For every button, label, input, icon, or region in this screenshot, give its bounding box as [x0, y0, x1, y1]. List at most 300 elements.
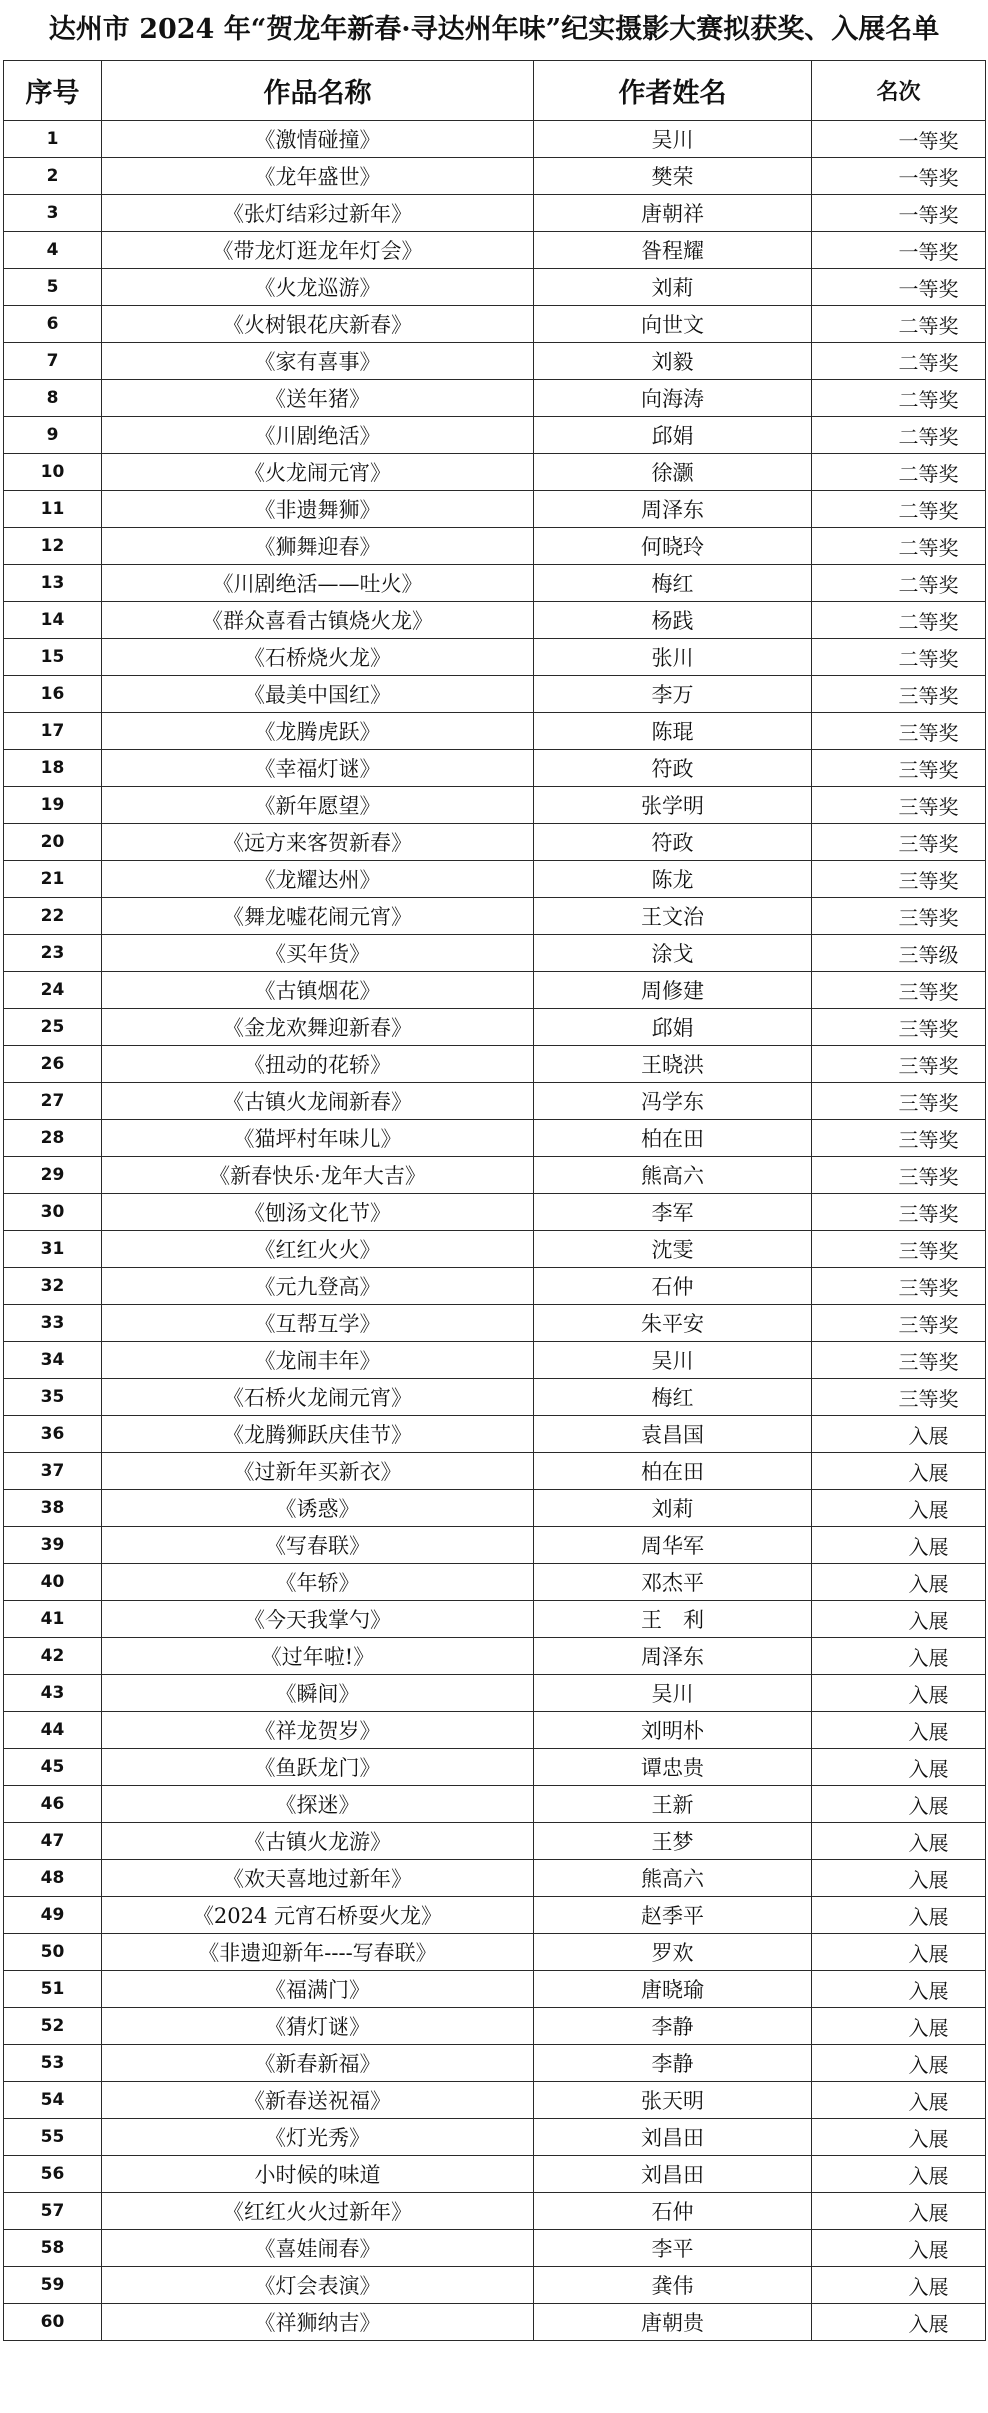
award-cell: 三等奖: [812, 1231, 986, 1268]
award-cell: 三等奖: [812, 1120, 986, 1157]
table-row: [4, 1897, 986, 1934]
work-title-cell: 《互帮互学》: [102, 1305, 534, 1342]
award-cell: 三等奖: [812, 787, 986, 824]
author-cell: 熊高六: [534, 1860, 812, 1897]
row-number-cell: 24: [4, 972, 102, 1009]
document-title: 达州市 2024 年“贺龙年新春·寻达州年味”纪实摄影大赛拟获奖、入展名单: [48, 14, 940, 45]
table-row: [4, 1860, 986, 1897]
author-cell: 周华军: [534, 1527, 812, 1564]
work-title-cell: 《张灯结彩过新年》: [102, 195, 534, 232]
table-row: [4, 1342, 986, 1379]
award-cell: 入展: [812, 1490, 986, 1527]
award-cell: 入展: [812, 1971, 986, 2008]
table-row: [4, 2230, 986, 2267]
award-cell: 入展: [812, 2193, 986, 2230]
author-cell: 刘莉: [534, 269, 812, 306]
row-number-cell: 1: [4, 121, 102, 158]
table-row: [4, 639, 986, 676]
table-row: [4, 1379, 986, 1416]
table-row: [4, 676, 986, 713]
table-row: [4, 2119, 986, 2156]
row-number-cell: 53: [4, 2045, 102, 2082]
table-row: [4, 121, 986, 158]
row-number-cell: 7: [4, 343, 102, 380]
row-number-cell: 12: [4, 528, 102, 565]
work-title-cell: 《写春联》: [102, 1527, 534, 1564]
author-cell: 李静: [534, 2008, 812, 2045]
award-cell: 三等奖: [812, 750, 986, 787]
row-number-cell: 20: [4, 824, 102, 861]
work-title-cell: 《古镇火龙闹新春》: [102, 1083, 534, 1120]
award-cell: 三等奖: [812, 1083, 986, 1120]
author-cell: 张学明: [534, 787, 812, 824]
award-cell: 三等奖: [812, 1379, 986, 1416]
row-number-cell: 4: [4, 232, 102, 269]
table-row: [4, 2045, 986, 2082]
work-title-cell: 《龙耀达州》: [102, 861, 534, 898]
row-number-cell: 28: [4, 1120, 102, 1157]
author-cell: 谭忠贵: [534, 1749, 812, 1786]
row-number-cell: 38: [4, 1490, 102, 1527]
row-number-cell: 43: [4, 1675, 102, 1712]
table-row: [4, 306, 986, 343]
award-cell: 一等奖: [812, 158, 986, 195]
work-title-cell: 《过年啦!》: [102, 1638, 534, 1675]
table-row: [4, 824, 986, 861]
work-title-cell: 《狮舞迎春》: [102, 528, 534, 565]
row-number-cell: 39: [4, 1527, 102, 1564]
author-cell: 李军: [534, 1194, 812, 1231]
row-number-cell: 11: [4, 491, 102, 528]
table-row: [4, 1675, 986, 1712]
work-title-cell: 《今天我掌勺》: [102, 1601, 534, 1638]
award-cell: 入展: [812, 1416, 986, 1453]
row-number-cell: 17: [4, 713, 102, 750]
table-row: [4, 158, 986, 195]
work-title-cell: 《新春新福》: [102, 2045, 534, 2082]
author-cell: 刘明朴: [534, 1712, 812, 1749]
author-cell: 赵季平: [534, 1897, 812, 1934]
author-cell: 柏在田: [534, 1453, 812, 1490]
table-row: [4, 1971, 986, 2008]
work-title-cell: 《新春快乐·龙年大吉》: [102, 1157, 534, 1194]
work-title-cell: 《新春送祝福》: [102, 2082, 534, 2119]
work-title-cell: 小时候的味道: [102, 2156, 534, 2193]
author-cell: 梅红: [534, 1379, 812, 1416]
author-cell: 袁昌国: [534, 1416, 812, 1453]
table-row: [4, 898, 986, 935]
row-number-cell: 44: [4, 1712, 102, 1749]
table-row: [4, 565, 986, 602]
work-title-cell: 《福满门》: [102, 1971, 534, 2008]
row-number-cell: 13: [4, 565, 102, 602]
table-row: [4, 787, 986, 824]
author-cell: 冯学东: [534, 1083, 812, 1120]
work-title-cell: 《扭动的花轿》: [102, 1046, 534, 1083]
work-title-cell: 《刨汤文化节》: [102, 1194, 534, 1231]
work-title-cell: 《火龙巡游》: [102, 269, 534, 306]
author-cell: 石仲: [534, 2193, 812, 2230]
table-row: [4, 454, 986, 491]
table-row: [4, 2008, 986, 2045]
work-title-cell: 《远方来客贺新春》: [102, 824, 534, 861]
award-cell: 二等奖: [812, 528, 986, 565]
award-cell: 三等级: [812, 935, 986, 972]
row-number-cell: 57: [4, 2193, 102, 2230]
author-cell: 陈琨: [534, 713, 812, 750]
award-cell: 入展: [812, 1638, 986, 1675]
row-number-cell: 34: [4, 1342, 102, 1379]
award-cell: 二等奖: [812, 417, 986, 454]
award-cell: 入展: [812, 1897, 986, 1934]
row-number-cell: 48: [4, 1860, 102, 1897]
work-title-cell: 《猫坪村年味儿》: [102, 1120, 534, 1157]
author-cell: 涂戈: [534, 935, 812, 972]
table-row: [4, 343, 986, 380]
author-cell: 梅红: [534, 565, 812, 602]
award-cell: 入展: [812, 2045, 986, 2082]
row-number-cell: 29: [4, 1157, 102, 1194]
table-row: [4, 2193, 986, 2230]
table-row: [4, 380, 986, 417]
award-cell: 入展: [812, 2230, 986, 2267]
author-cell: 唐朝祥: [534, 195, 812, 232]
column-header-number: 序号: [4, 61, 102, 121]
award-cell: 入展: [812, 2119, 986, 2156]
row-number-cell: 54: [4, 2082, 102, 2119]
table-row: [4, 195, 986, 232]
award-cell: 三等奖: [812, 1009, 986, 1046]
author-cell: 符政: [534, 824, 812, 861]
author-cell: 邱娟: [534, 417, 812, 454]
table-row: [4, 750, 986, 787]
row-number-cell: 58: [4, 2230, 102, 2267]
work-title-cell: 《灯会表演》: [102, 2267, 534, 2304]
row-number-cell: 40: [4, 1564, 102, 1601]
work-title-cell: 《金龙欢舞迎新春》: [102, 1009, 534, 1046]
row-number-cell: 59: [4, 2267, 102, 2304]
row-number-cell: 14: [4, 602, 102, 639]
award-cell: 入展: [812, 1860, 986, 1897]
row-number-cell: 19: [4, 787, 102, 824]
work-title-cell: 《川剧绝活——吐火》: [102, 565, 534, 602]
work-title-cell: 《猜灯谜》: [102, 2008, 534, 2045]
award-cell: 入展: [812, 1564, 986, 1601]
table-row: [4, 1786, 986, 1823]
work-title-cell: 《火龙闹元宵》: [102, 454, 534, 491]
table-row: [4, 528, 986, 565]
author-cell: 石仲: [534, 1268, 812, 1305]
row-number-cell: 2: [4, 158, 102, 195]
work-title-cell: 《火树银花庆新春》: [102, 306, 534, 343]
table-row: [4, 2267, 986, 2304]
row-number-cell: 45: [4, 1749, 102, 1786]
row-number-cell: 55: [4, 2119, 102, 2156]
table-row: [4, 1046, 986, 1083]
table-row: [4, 1749, 986, 1786]
award-cell: 二等奖: [812, 306, 986, 343]
award-cell: 入展: [812, 1786, 986, 1823]
work-title-cell: 《龙腾狮跃庆佳节》: [102, 1416, 534, 1453]
author-cell: 周修建: [534, 972, 812, 1009]
row-number-cell: 50: [4, 1934, 102, 1971]
row-number-cell: 42: [4, 1638, 102, 1675]
table-row: [4, 1453, 986, 1490]
row-number-cell: 46: [4, 1786, 102, 1823]
award-cell: 入展: [812, 1749, 986, 1786]
work-title-cell: 《龙年盛世》: [102, 158, 534, 195]
author-cell: 罗欢: [534, 1934, 812, 1971]
author-cell: 周泽东: [534, 1638, 812, 1675]
author-cell: 沈雯: [534, 1231, 812, 1268]
column-header-author: 作者姓名: [534, 61, 812, 121]
work-title-cell: 《家有喜事》: [102, 343, 534, 380]
table-row: [4, 1712, 986, 1749]
row-number-cell: 9: [4, 417, 102, 454]
table-row: [4, 1638, 986, 1675]
author-cell: 符政: [534, 750, 812, 787]
work-title-cell: 《带龙灯逛龙年灯会》: [102, 232, 534, 269]
award-cell: 入展: [812, 2267, 986, 2304]
award-cell: 三等奖: [812, 898, 986, 935]
work-title-cell: 《过新年买新衣》: [102, 1453, 534, 1490]
author-cell: 刘昌田: [534, 2119, 812, 2156]
author-cell: 向世文: [534, 306, 812, 343]
award-cell: 三等奖: [812, 1305, 986, 1342]
author-cell: 陈龙: [534, 861, 812, 898]
table-row: [4, 1120, 986, 1157]
award-cell: 入展: [812, 2304, 986, 2341]
author-cell: 朱平安: [534, 1305, 812, 1342]
work-title-cell: 《灯光秀》: [102, 2119, 534, 2156]
award-cell: 一等奖: [812, 121, 986, 158]
author-cell: 李万: [534, 676, 812, 713]
work-title-cell: 《祥龙贺岁》: [102, 1712, 534, 1749]
award-cell: 三等奖: [812, 1157, 986, 1194]
author-cell: 邱娟: [534, 1009, 812, 1046]
work-title-cell: 《川剧绝活》: [102, 417, 534, 454]
row-number-cell: 26: [4, 1046, 102, 1083]
table-row: [4, 1194, 986, 1231]
work-title-cell: 《古镇烟花》: [102, 972, 534, 1009]
table-row: [4, 232, 986, 269]
row-number-cell: 22: [4, 898, 102, 935]
award-cell: 入展: [812, 2156, 986, 2193]
author-cell: 王 利: [534, 1601, 812, 1638]
work-title-cell: 《龙腾虎跃》: [102, 713, 534, 750]
award-cell: 二等奖: [812, 639, 986, 676]
work-title-cell: 《探迷》: [102, 1786, 534, 1823]
row-number-cell: 30: [4, 1194, 102, 1231]
work-title-cell: 《红红火火》: [102, 1231, 534, 1268]
table-row: [4, 1083, 986, 1120]
work-title-cell: 《幸福灯谜》: [102, 750, 534, 787]
author-cell: 唐晓瑜: [534, 1971, 812, 2008]
row-number-cell: 18: [4, 750, 102, 787]
award-cell: 三等奖: [812, 824, 986, 861]
row-number-cell: 36: [4, 1416, 102, 1453]
award-cell: 入展: [812, 1823, 986, 1860]
award-cell: 二等奖: [812, 380, 986, 417]
table-body: [4, 121, 986, 2341]
author-cell: 昝程耀: [534, 232, 812, 269]
author-cell: 吴川: [534, 121, 812, 158]
column-header-award: 名次: [812, 61, 986, 121]
award-cell: 入展: [812, 1453, 986, 1490]
table-row: [4, 713, 986, 750]
award-cell: 三等奖: [812, 1268, 986, 1305]
work-title-cell: 《年轿》: [102, 1564, 534, 1601]
row-number-cell: 23: [4, 935, 102, 972]
row-number-cell: 32: [4, 1268, 102, 1305]
author-cell: 周泽东: [534, 491, 812, 528]
award-cell: 三等奖: [812, 713, 986, 750]
work-title-cell: 《群众喜看古镇烧火龙》: [102, 602, 534, 639]
table-row: [4, 1490, 986, 1527]
work-title-cell: 《欢天喜地过新年》: [102, 1860, 534, 1897]
author-cell: 徐灏: [534, 454, 812, 491]
award-cell: 三等奖: [812, 1342, 986, 1379]
work-title-cell: 《激情碰撞》: [102, 121, 534, 158]
award-list-table: [3, 60, 986, 2341]
table-row: [4, 1823, 986, 1860]
row-number-cell: 10: [4, 454, 102, 491]
work-title-cell: 《舞龙嘘花闹元宵》: [102, 898, 534, 935]
work-title-cell: 《非遗迎新年----写春联》: [102, 1934, 534, 1971]
author-cell: 吴川: [534, 1675, 812, 1712]
author-cell: 柏在田: [534, 1120, 812, 1157]
work-title-cell: 《买年货》: [102, 935, 534, 972]
table-row: [4, 1157, 986, 1194]
award-cell: 三等奖: [812, 1194, 986, 1231]
author-cell: 樊荣: [534, 158, 812, 195]
award-cell: 一等奖: [812, 232, 986, 269]
award-cell: 二等奖: [812, 565, 986, 602]
row-number-cell: 37: [4, 1453, 102, 1490]
row-number-cell: 31: [4, 1231, 102, 1268]
author-cell: 何晓玲: [534, 528, 812, 565]
author-cell: 王晓洪: [534, 1046, 812, 1083]
author-cell: 杨践: [534, 602, 812, 639]
award-cell: 三等奖: [812, 861, 986, 898]
row-number-cell: 52: [4, 2008, 102, 2045]
row-number-cell: 60: [4, 2304, 102, 2341]
award-cell: 入展: [812, 1601, 986, 1638]
award-cell: 二等奖: [812, 454, 986, 491]
work-title-cell: 《元九登高》: [102, 1268, 534, 1305]
table-row: [4, 2082, 986, 2119]
work-title-cell: 《古镇火龙游》: [102, 1823, 534, 1860]
row-number-cell: 51: [4, 1971, 102, 2008]
table-row: [4, 1009, 986, 1046]
award-cell: 三等奖: [812, 676, 986, 713]
row-number-cell: 3: [4, 195, 102, 232]
author-cell: 龚伟: [534, 2267, 812, 2304]
author-cell: 唐朝贵: [534, 2304, 812, 2341]
award-cell: 入展: [812, 2008, 986, 2045]
table-row: [4, 2304, 986, 2341]
table-row: [4, 1416, 986, 1453]
author-cell: 王文治: [534, 898, 812, 935]
table-row: [4, 602, 986, 639]
row-number-cell: 25: [4, 1009, 102, 1046]
award-cell: 入展: [812, 1675, 986, 1712]
table-row: [4, 417, 986, 454]
row-number-cell: 47: [4, 1823, 102, 1860]
work-title-cell: 《非遗舞狮》: [102, 491, 534, 528]
work-title-cell: 《新年愿望》: [102, 787, 534, 824]
author-cell: 邓杰平: [534, 1564, 812, 1601]
row-number-cell: 33: [4, 1305, 102, 1342]
table-row: [4, 861, 986, 898]
table-row: [4, 1601, 986, 1638]
row-number-cell: 56: [4, 2156, 102, 2193]
author-cell: 王梦: [534, 1823, 812, 1860]
work-title-cell: 《送年猪》: [102, 380, 534, 417]
table-row: [4, 1934, 986, 1971]
award-cell: 入展: [812, 2082, 986, 2119]
author-cell: 向海涛: [534, 380, 812, 417]
table-row: [4, 972, 986, 1009]
award-cell: 三等奖: [812, 972, 986, 1009]
table-row: [4, 2156, 986, 2193]
award-cell: 二等奖: [812, 343, 986, 380]
table-header-row: [4, 61, 986, 121]
table-row: [4, 1231, 986, 1268]
work-title-cell: 《鱼跃龙门》: [102, 1749, 534, 1786]
work-title-cell: 《最美中国红》: [102, 676, 534, 713]
award-cell: 一等奖: [812, 269, 986, 306]
award-cell: 入展: [812, 1527, 986, 1564]
author-cell: 吴川: [534, 1342, 812, 1379]
work-title-cell: 《红红火火过新年》: [102, 2193, 534, 2230]
work-title-cell: 《石桥烧火龙》: [102, 639, 534, 676]
work-title-cell: 《2024 元宵石桥耍火龙》: [102, 1897, 534, 1934]
award-cell: 二等奖: [812, 491, 986, 528]
author-cell: 刘毅: [534, 343, 812, 380]
author-cell: 李静: [534, 2045, 812, 2082]
row-number-cell: 27: [4, 1083, 102, 1120]
author-cell: 刘莉: [534, 1490, 812, 1527]
table-row: [4, 935, 986, 972]
row-number-cell: 6: [4, 306, 102, 343]
row-number-cell: 49: [4, 1897, 102, 1934]
work-title-cell: 《喜娃闹春》: [102, 2230, 534, 2267]
work-title-cell: 《瞬间》: [102, 1675, 534, 1712]
work-title-cell: 《祥狮纳吉》: [102, 2304, 534, 2341]
award-cell: 一等奖: [812, 195, 986, 232]
work-title-cell: 《石桥火龙闹元宵》: [102, 1379, 534, 1416]
author-cell: 王新: [534, 1786, 812, 1823]
row-number-cell: 21: [4, 861, 102, 898]
table-row: [4, 491, 986, 528]
author-cell: 张天明: [534, 2082, 812, 2119]
work-title-cell: 《龙闹丰年》: [102, 1342, 534, 1379]
work-title-cell: 《诱惑》: [102, 1490, 534, 1527]
column-header-work-title: 作品名称: [102, 61, 534, 121]
row-number-cell: 8: [4, 380, 102, 417]
row-number-cell: 5: [4, 269, 102, 306]
author-cell: 熊高六: [534, 1157, 812, 1194]
table-row: [4, 1527, 986, 1564]
award-cell: 入展: [812, 1712, 986, 1749]
author-cell: 刘昌田: [534, 2156, 812, 2193]
row-number-cell: 35: [4, 1379, 102, 1416]
author-cell: 张川: [534, 639, 812, 676]
award-cell: 三等奖: [812, 1046, 986, 1083]
author-cell: 李平: [534, 2230, 812, 2267]
table-row: [4, 1564, 986, 1601]
